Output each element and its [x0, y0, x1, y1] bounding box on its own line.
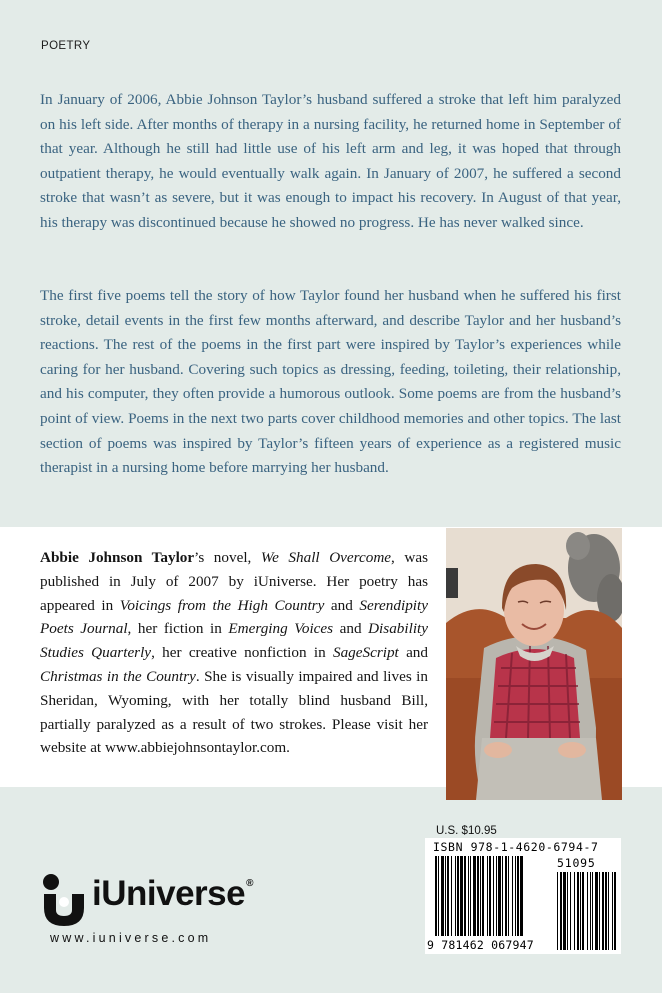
- iuniverse-mark-icon: [40, 872, 90, 928]
- barcode-bar: [512, 856, 513, 936]
- barcode-bar: [435, 856, 437, 936]
- barcode-bar: [468, 856, 469, 936]
- barcode-bar: [498, 856, 501, 936]
- novel-title: We Shall Overcome: [260, 549, 392, 566]
- addon-bar: [557, 872, 558, 950]
- addon-bar: [599, 872, 600, 950]
- addon-bar: [582, 872, 584, 950]
- addon-bar: [580, 872, 581, 950]
- addon-bar: [608, 872, 609, 950]
- barcode-bar: [517, 856, 519, 936]
- publication-title: Disability Studies Quarterly: [40, 620, 428, 662]
- addon-bar: [614, 872, 616, 950]
- barcode-bar: [447, 856, 449, 936]
- barcode-bar: [480, 856, 481, 936]
- barcode-bar: [441, 856, 444, 936]
- addon-bar: [602, 872, 604, 950]
- barcode-bar: [451, 856, 452, 936]
- publication-title: Serendipity Poets Journal: [40, 596, 428, 638]
- publication-title: Emerging Voices: [228, 620, 334, 638]
- addon-bar: [590, 872, 591, 950]
- price-addon-number: 51095: [557, 856, 596, 870]
- isbn-number: ISBN 978-1-4620-6794-7: [433, 840, 599, 854]
- addon-bar: [563, 872, 566, 950]
- barcode-bar: [473, 856, 476, 936]
- barcode-bar: [482, 856, 484, 936]
- addon-bar: [595, 872, 598, 950]
- publication-title: Christmas in the Country: [40, 667, 196, 685]
- barcode-bar: [464, 856, 466, 936]
- barcode-bar: [470, 856, 471, 936]
- barcode-bar: [457, 856, 459, 936]
- addon-bar: [605, 872, 607, 950]
- addon-bar: [612, 872, 613, 950]
- barcode-bar: [496, 856, 497, 936]
- barcode-bar: [455, 856, 456, 936]
- barcode-bar: [438, 856, 439, 936]
- addon-bar: [587, 872, 588, 950]
- description-paragraph-1: In January of 2006, Abbie Johnson Taylor’s husband suffered a stroke that left him paralyzed on his left side. After months of therapy in a nursing facility, he returned home in September of that year. Although he still had little use of his left arm and leg, it was hoped that through outpatient therapy, he would eventually walk again. In January of 2007, he suffered a second stroke that wasn’t as severe, but it was enough to impact his recovery. In August of that year, his therapy was discontinued because he showed no progress. He has never walked since.: [40, 91, 621, 231]
- publication-title: SageScript: [332, 644, 399, 662]
- genre-label: POETRY: [41, 40, 91, 52]
- isbn-barcode: [425, 838, 621, 954]
- barcode-bar: [520, 856, 523, 936]
- addon-bar: [560, 872, 562, 950]
- barcode-bar: [487, 856, 488, 936]
- publication-title: Voicings from the High Country: [119, 596, 325, 614]
- barcode-bar: [477, 856, 479, 936]
- barcode-bar: [508, 856, 509, 936]
- description-paragraph-2: The first five poems tell the story of how Taylor found her husband when he suffered his first stroke, detail events in the first few months afterward, and describe Taylor and her husband’s reactions. The rest of the poems in the first part were inspired by Taylor’s experiences while caring for her husband. Covering such topics as dressing, feeding, toileting, their relationship, and his computer, they often provide a humorous outlook. Some poems are from the husband’s point of view. Poems in the next two parts cover childhood memories and other topics. The last section of poems was inspired by Taylor’s fifteen years of experience as a registered music therapist in a nursing home before marrying her husband.: [40, 287, 621, 477]
- publisher-website: www.iuniverse.com: [50, 931, 212, 945]
- barcode-bar: [505, 856, 507, 936]
- ean-digits: 9 781462 067947: [427, 938, 534, 952]
- barcode-bar: [515, 856, 516, 936]
- addon-bar: [577, 872, 579, 950]
- author-name: Abbie Johnson Taylor: [40, 549, 195, 566]
- addon-bar: [567, 872, 568, 950]
- barcode-bars: [425, 838, 621, 954]
- barcode-bar: [493, 856, 494, 936]
- publisher-name: iUniverse: [92, 874, 246, 913]
- registered-mark: ®: [246, 878, 253, 889]
- barcode-bar: [460, 856, 463, 936]
- barcode-bar: [489, 856, 491, 936]
- addon-bar: [574, 872, 575, 950]
- barcode-bar: [445, 856, 446, 936]
- addon-bar: [592, 872, 593, 950]
- author-photo: [446, 528, 622, 800]
- author-bio: Abbie Johnson Taylor’s novel, We Shall Overcome, was published in July of 2007 by iUniverse. Her poetry has appeared in Voicings from the High Country and Serendipity Poets Journal, her fiction in Emerging Voices and Disability Studies Quarterly, her creative nonfiction in SageScript and Christmas in the Country. She is visually impaired and lives in Sheridan, Wyoming, with her totally blind husband Bill, partially paralyzed as a result of two strokes. Please visit her website at www.abbiejohnsontaylor.com.: [40, 549, 428, 757]
- barcode-bar: [502, 856, 503, 936]
- price-label: U.S. $10.95: [436, 825, 497, 837]
- addon-bar: [570, 872, 571, 950]
- iuniverse-logo: [40, 872, 270, 928]
